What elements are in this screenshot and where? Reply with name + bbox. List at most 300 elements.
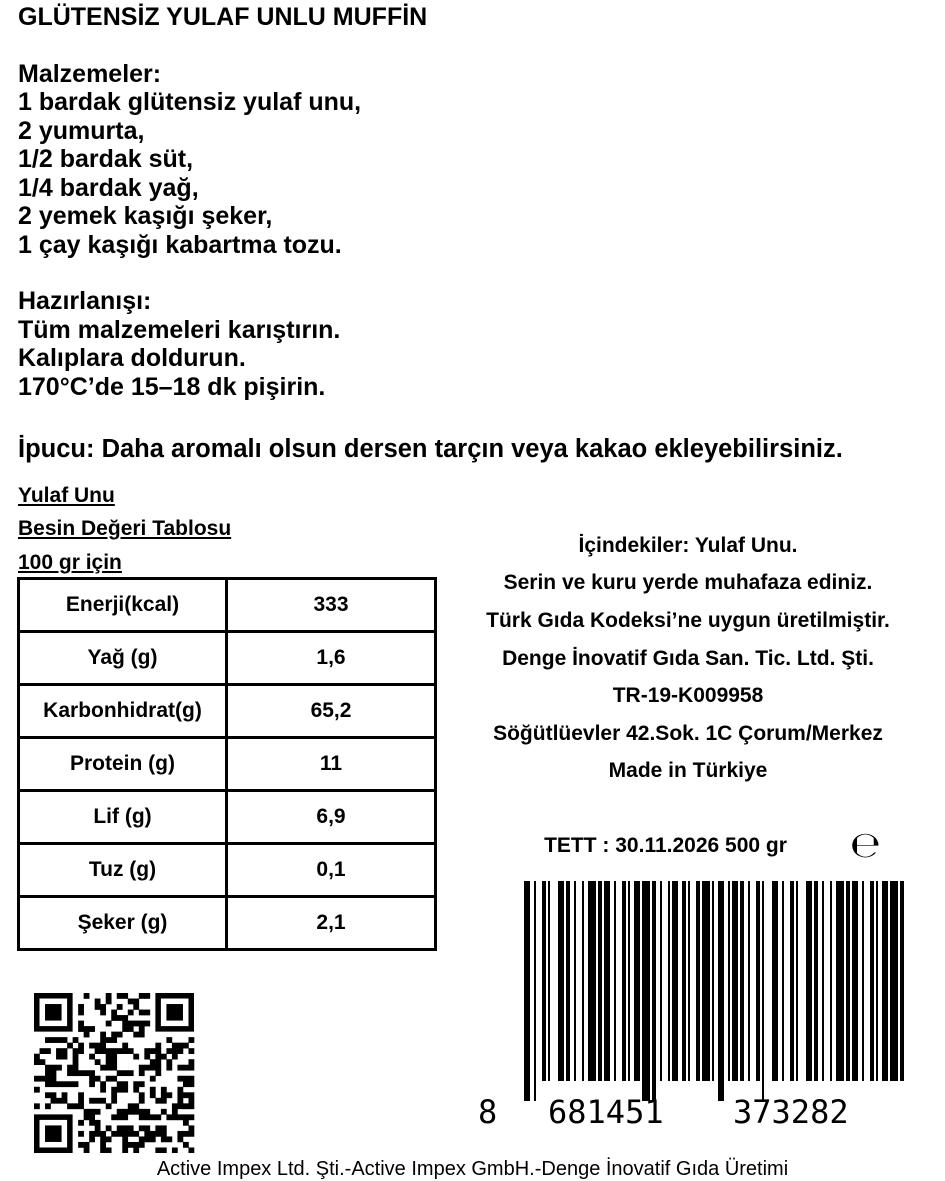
qr-module	[89, 1114, 95, 1120]
barcode-bar	[822, 881, 824, 1081]
barcode-bar	[836, 881, 844, 1081]
ingredient-item: 2 yumurta,	[18, 116, 145, 145]
qr-module	[78, 1026, 84, 1032]
qr-module	[45, 1048, 51, 1054]
qr-module	[95, 1120, 101, 1126]
qr-module	[161, 1054, 167, 1060]
qr-module	[111, 1037, 117, 1043]
qr-module	[56, 1065, 62, 1071]
qr-module	[111, 1010, 117, 1016]
qr-module	[155, 1125, 161, 1131]
qr-module	[111, 1032, 117, 1038]
table-row	[19, 685, 436, 738]
barcode-bar	[574, 881, 576, 1081]
table-row	[19, 632, 436, 685]
qr-module	[67, 1103, 73, 1109]
qr-module	[62, 1092, 68, 1098]
qr-module	[155, 1070, 161, 1076]
qr-module	[161, 1098, 167, 1104]
qr-module	[183, 1092, 189, 1098]
qr-module	[139, 1092, 145, 1098]
qr-module	[45, 1081, 51, 1087]
qr-module	[106, 1147, 112, 1153]
qr-module	[128, 1109, 134, 1115]
qr-module	[73, 1070, 79, 1076]
qr-module	[161, 1087, 167, 1093]
qr-module	[139, 1032, 145, 1038]
nutrient-label: Enerji(kcal)	[19, 579, 227, 632]
qr-module	[166, 1092, 172, 1098]
qr-module	[161, 1109, 167, 1115]
qr-module	[95, 999, 101, 1005]
barcode-bars	[524, 881, 904, 1101]
qr-module	[139, 1125, 145, 1131]
qr-module	[177, 1065, 183, 1071]
qr-module	[117, 993, 123, 999]
qr-module	[84, 993, 90, 999]
qr-module	[84, 1147, 90, 1153]
qr-module	[139, 1098, 145, 1104]
qr-module	[34, 1076, 40, 1082]
qr-module	[155, 1147, 161, 1153]
qr-module	[128, 1070, 134, 1076]
nutrient-value: 0,1	[227, 844, 436, 897]
qr-module	[172, 1114, 178, 1120]
qr-module	[106, 1021, 112, 1027]
qr-module	[188, 1081, 194, 1087]
qr-module	[144, 1054, 150, 1060]
nutrition-product-name: Yulaf Unu	[18, 484, 115, 507]
qr-module	[122, 1021, 128, 1027]
qr-module	[89, 1076, 95, 1082]
qr-module	[122, 1125, 128, 1131]
ingredient-item: 1 bardak glütensiz yulaf unu,	[18, 88, 362, 116]
table-row	[19, 844, 436, 897]
qr-module	[155, 1043, 161, 1049]
qr-module	[150, 1114, 156, 1120]
qr-module	[133, 1142, 139, 1148]
qr-module	[62, 1048, 68, 1054]
qr-module	[106, 1076, 112, 1082]
qr-module	[95, 1048, 101, 1054]
qr-module	[122, 1081, 128, 1087]
qr-module	[78, 1043, 84, 1049]
qr-module	[56, 1098, 62, 1104]
qr-module	[177, 1114, 183, 1120]
qr-module	[144, 993, 150, 999]
qr-module	[45, 1065, 51, 1071]
qr-module	[133, 1109, 139, 1115]
storage-line: Serin ve kuru yerde muhafaza ediniz.	[503, 571, 873, 594]
qr-module	[117, 1070, 123, 1076]
qr-module	[133, 999, 139, 1005]
qr-module	[100, 1098, 106, 1104]
qr-module	[100, 1037, 106, 1043]
qr-module	[106, 1048, 112, 1054]
barcode-bar	[846, 881, 850, 1081]
qr-module	[122, 1147, 128, 1153]
qr-module	[139, 1136, 145, 1142]
qr-module	[84, 1109, 90, 1115]
qr-module	[73, 1081, 79, 1087]
qr-module	[40, 1048, 46, 1054]
qr-module	[62, 1081, 68, 1087]
qr-module	[45, 1076, 51, 1082]
registration-line: TR-19-K009958	[612, 684, 764, 707]
qr-module	[40, 1076, 46, 1082]
nutrient-label: Karbonhidrat(g)	[19, 685, 227, 738]
qr-module	[100, 1032, 106, 1038]
qr-module	[150, 1092, 156, 1098]
qr-module	[166, 1059, 172, 1065]
qr-module	[73, 1103, 79, 1109]
nutrient-label: Protein (g)	[19, 738, 227, 791]
qr-module	[128, 1131, 134, 1137]
qr-module	[166, 1065, 172, 1071]
qr-module	[155, 1048, 161, 1054]
qr-module	[122, 993, 128, 999]
qr-module	[133, 1081, 139, 1087]
qr-module	[89, 1131, 95, 1137]
recipe-title: GLÜTENSİZ YULAF UNLU MUFFİN	[18, 3, 428, 31]
qr-module	[95, 1059, 101, 1065]
qr-module	[89, 1081, 95, 1087]
qr-module	[111, 1092, 117, 1098]
codex-line: Türk Gıda Kodeksi’ne uygun üretilmiştir.	[486, 609, 890, 632]
barcode-bar	[732, 881, 738, 1081]
table-row	[19, 897, 436, 950]
qr-module	[188, 1147, 194, 1153]
address-line: Söğütlüevler 42.Sok. 1C Çorum/Merkez	[493, 722, 883, 745]
qr-module	[183, 1065, 189, 1071]
qr-module	[144, 1065, 150, 1071]
ingredients-heading: Malzemeler:	[18, 59, 162, 88]
qr-module	[106, 1125, 112, 1131]
qr-module	[62, 1037, 68, 1043]
qr-module	[122, 1109, 128, 1115]
qr-module	[111, 1131, 117, 1137]
qr-module	[45, 1037, 51, 1043]
qr-module	[117, 1004, 123, 1010]
qr-module	[89, 1109, 95, 1115]
qr-module	[67, 1065, 73, 1071]
ingredients-line: İçindekiler: Yulaf Unu.	[578, 534, 798, 557]
qr-module	[56, 1048, 62, 1054]
qr-module	[139, 1142, 145, 1148]
qr-module	[117, 1015, 123, 1021]
qr-module	[106, 1065, 112, 1071]
barcode-bar	[762, 881, 764, 1101]
qr-module	[188, 1131, 194, 1137]
ingredient-item: 1/2 bardak süt,	[18, 145, 194, 173]
nutrient-value: 11	[227, 738, 436, 791]
qr-module	[117, 1125, 123, 1131]
qr-module	[111, 1048, 117, 1054]
qr-module	[139, 1081, 145, 1087]
qr-module	[139, 1021, 145, 1027]
qr-module	[78, 1004, 84, 1010]
qr-module	[51, 1081, 57, 1087]
barcode-bar	[790, 881, 794, 1081]
qr-module	[106, 1136, 112, 1142]
qr-module	[122, 1015, 128, 1021]
footer-companies: Active Impex Ltd. Şti.-Active Impex GmbH.-Denge İnovatif Gıda Üretimi	[156, 1158, 789, 1180]
qr-module	[177, 1136, 183, 1142]
qr-module	[150, 1131, 156, 1137]
qr-module	[188, 1098, 194, 1104]
qr-module	[177, 1103, 183, 1109]
qr-module	[45, 1103, 51, 1109]
qr-module	[89, 1098, 95, 1104]
qr-module	[89, 1043, 95, 1049]
barcode-bar	[668, 881, 670, 1081]
qr-module	[139, 993, 145, 999]
barcode-bar	[830, 881, 832, 1081]
barcode-bar	[862, 881, 864, 1081]
qr-module	[161, 1092, 167, 1098]
qr-module	[84, 1070, 90, 1076]
barcode-bar	[870, 881, 874, 1081]
qr-module	[161, 1136, 167, 1142]
barcode-bar	[772, 881, 778, 1081]
qr-module	[45, 1092, 51, 1098]
qr-module	[78, 1070, 84, 1076]
barcode-bar	[806, 881, 812, 1081]
qr-module	[172, 1048, 178, 1054]
qr-module	[34, 1059, 40, 1065]
barcode-bar	[756, 881, 760, 1081]
qr-module	[133, 1054, 139, 1060]
qr-module	[139, 1010, 145, 1016]
qr-module	[34, 1087, 40, 1093]
qr-module	[95, 1109, 101, 1115]
qr-module	[188, 1114, 194, 1120]
qr-module	[111, 1015, 117, 1021]
barcode-bar	[814, 881, 818, 1081]
qr-module	[100, 1136, 106, 1142]
recipe-block	[18, 0, 427, 401]
preparation-step: Tüm malzemeleri karıştırın.	[18, 315, 341, 344]
qr-module	[133, 1021, 139, 1027]
qr-module	[73, 1059, 79, 1065]
qr-module	[100, 1043, 106, 1049]
qr-module	[144, 1010, 150, 1016]
qr-module	[188, 1103, 194, 1109]
qr-module	[133, 1087, 139, 1093]
qr-module	[51, 1065, 57, 1071]
qr-module	[111, 1054, 117, 1060]
qr-module	[84, 1026, 90, 1032]
qr-module	[150, 1065, 156, 1071]
qr-module	[172, 1043, 178, 1049]
qr-module	[78, 1048, 84, 1054]
qr-module	[183, 1142, 189, 1148]
qr-module	[78, 1092, 84, 1098]
barcode-bar	[682, 881, 686, 1081]
qr-module	[155, 1054, 161, 1060]
ingredient-item: 2 yemek kaşığı şeker,	[18, 202, 273, 230]
qr-module	[128, 1142, 134, 1148]
qr-module	[73, 1037, 79, 1043]
qr-module	[128, 1048, 134, 1054]
recipe-tip: İpucu: Daha aromalı olsun dersen tarçın veya kakao ekleyebilirsiniz.	[18, 435, 843, 463]
qr-module	[144, 1021, 150, 1027]
qr-module	[106, 1037, 112, 1043]
qr-module	[183, 1043, 189, 1049]
qr-module	[51, 1092, 57, 1098]
nutrient-value: 333	[227, 579, 436, 632]
qr-module	[155, 1059, 161, 1065]
barcode-bar	[614, 881, 616, 1081]
qr-module	[128, 1010, 134, 1016]
qr-module	[89, 1026, 95, 1032]
qr-module	[166, 1037, 172, 1043]
qr-module	[78, 1142, 84, 1148]
barcode-bar	[796, 881, 798, 1081]
qr-module	[78, 1120, 84, 1126]
qr-module	[122, 1070, 128, 1076]
qr-module	[177, 1087, 183, 1093]
qr-module	[100, 1131, 106, 1137]
qr-module	[111, 1114, 117, 1120]
qr-module	[117, 1032, 123, 1038]
qr-module	[139, 1114, 145, 1120]
qr-module	[100, 1010, 106, 1016]
qr-module	[150, 1136, 156, 1142]
qr-module	[117, 1131, 123, 1137]
qr-module	[144, 1131, 150, 1137]
qr-module	[34, 1054, 40, 1060]
qr-module	[161, 1147, 167, 1153]
qr-module	[34, 1103, 40, 1109]
qr-module	[78, 1103, 84, 1109]
qr-module	[122, 1142, 128, 1148]
qr-module	[51, 1037, 57, 1043]
qr-module	[183, 1131, 189, 1137]
barcode-bar	[542, 881, 546, 1081]
qr-module	[133, 1103, 139, 1109]
barcode-bar	[622, 881, 626, 1081]
barcode-bar	[558, 881, 564, 1081]
nutrient-label: Şeker (g)	[19, 897, 227, 950]
ingredient-item: 1/4 bardak yağ,	[18, 173, 199, 202]
qr-module	[40, 1059, 46, 1065]
qr-module	[73, 1048, 79, 1054]
barcode-bar	[876, 881, 878, 1081]
qr-module	[150, 1048, 156, 1054]
qr-module	[128, 1021, 134, 1027]
qr-module	[177, 1043, 183, 1049]
qr-module	[51, 1076, 57, 1082]
barcode-bar	[782, 881, 784, 1081]
qr-module	[161, 1125, 167, 1131]
barcode-bar	[852, 881, 858, 1081]
barcode-bar	[882, 881, 888, 1081]
qr-module	[128, 1026, 134, 1032]
barcode-bar	[660, 881, 662, 1081]
qr-module	[111, 1087, 117, 1093]
qr-module	[56, 1037, 62, 1043]
qr-module	[117, 1081, 123, 1087]
barcode-bar	[900, 881, 904, 1081]
qr-module	[128, 1103, 134, 1109]
qr-module	[78, 1021, 84, 1027]
qr-module	[177, 1076, 183, 1082]
qr-finder	[45, 1004, 62, 1021]
qr-module	[106, 1059, 112, 1065]
qr-module	[172, 1054, 178, 1060]
barcode-bar	[582, 881, 584, 1081]
barcode-bar	[604, 881, 610, 1081]
qr-module	[166, 1136, 172, 1142]
barcode-bar	[548, 881, 550, 1081]
qr-module	[84, 1114, 90, 1120]
qr-module	[84, 1032, 90, 1038]
barcode-bar	[642, 881, 650, 1101]
barcode-bar	[890, 881, 898, 1081]
preparation-heading: Hazırlanışı:	[18, 287, 152, 315]
barcode-right-digits: 373282	[733, 1093, 849, 1128]
qr-module	[183, 1103, 189, 1109]
qr-finder	[45, 1125, 62, 1142]
barcode-bar	[728, 881, 730, 1081]
qr-module	[67, 1043, 73, 1049]
qr-module	[78, 1131, 84, 1137]
qr-module	[95, 1131, 101, 1137]
qr-module	[100, 1142, 106, 1148]
barcode-bar	[534, 881, 536, 1101]
qr-module	[139, 1065, 145, 1071]
preparation-step: 170°C’de 15–18 dk pişirin.	[18, 372, 326, 401]
qr-module	[122, 1026, 128, 1032]
nutrition-table-title: Besin Değeri Tablosu	[18, 517, 232, 540]
nutrient-value: 2,1	[227, 897, 436, 950]
qr-module	[122, 1087, 128, 1093]
qr-module	[172, 1103, 178, 1109]
barcode-bar	[598, 881, 602, 1081]
qr-finder	[166, 1004, 183, 1021]
qr-module	[177, 1048, 183, 1054]
qr-module	[117, 1048, 123, 1054]
nutrient-label: Lif (g)	[19, 791, 227, 844]
estimated-sign-icon: ℮	[850, 825, 881, 866]
qr-module	[122, 1131, 128, 1137]
qr-module	[78, 1010, 84, 1016]
qr-module	[84, 1142, 90, 1148]
table-row	[19, 579, 436, 632]
qr-module	[67, 1081, 73, 1087]
qr-module	[89, 1136, 95, 1142]
qr-module	[89, 1054, 95, 1060]
qr-module	[95, 1043, 101, 1049]
qr-module	[166, 1048, 172, 1054]
qr-module	[139, 1109, 145, 1115]
qr-module	[111, 1098, 117, 1104]
qr-module	[106, 1103, 112, 1109]
qr-module	[161, 1131, 167, 1137]
qr-module	[128, 1125, 134, 1131]
qr-module	[188, 1037, 194, 1043]
qr-module	[89, 1120, 95, 1126]
qr-module	[122, 1048, 128, 1054]
qr-module	[122, 1136, 128, 1142]
nutrient-label: Tuz (g)	[19, 844, 227, 897]
qr-module	[51, 1098, 57, 1104]
table-row	[19, 738, 436, 791]
qr-module	[133, 1032, 139, 1038]
qr-module	[183, 1076, 189, 1082]
qr-module	[117, 1109, 123, 1115]
